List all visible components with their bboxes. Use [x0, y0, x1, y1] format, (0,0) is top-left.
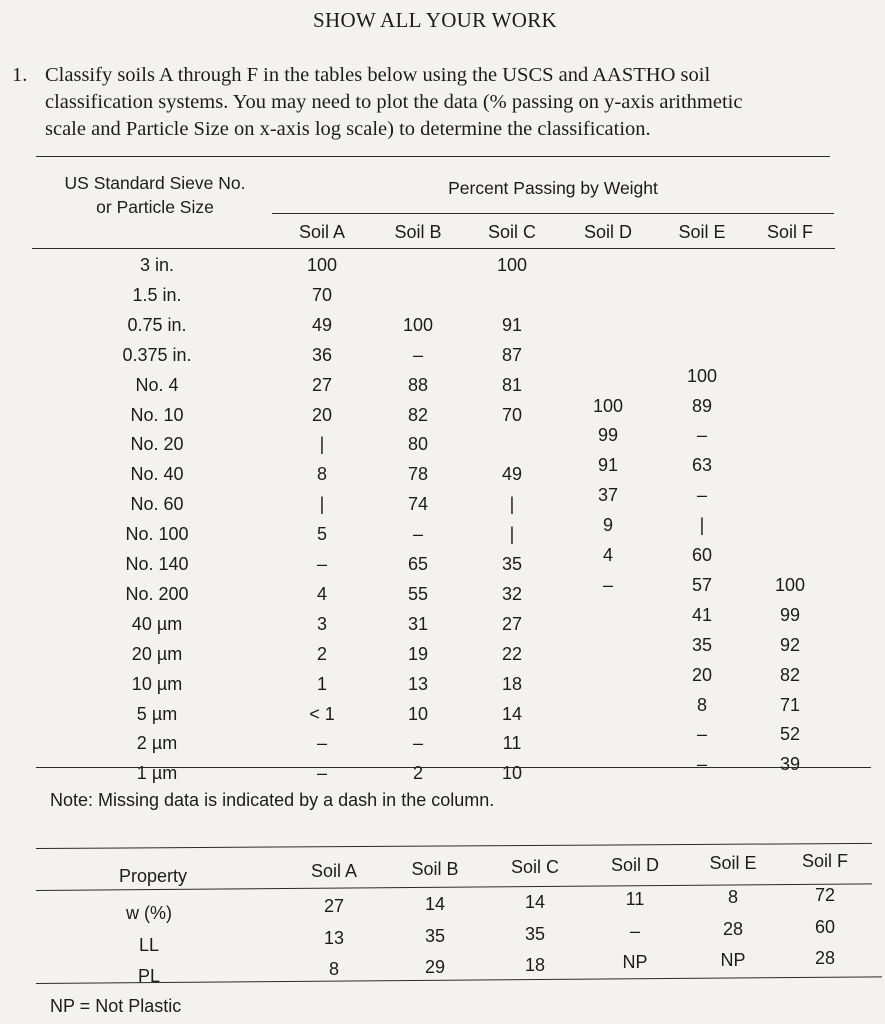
property-label: PL: [137, 966, 161, 986]
property-table-bottom-rule: [36, 976, 882, 984]
table-cell: –: [412, 733, 424, 754]
table-cell: 91: [501, 314, 523, 335]
property-cell: 8: [328, 959, 340, 979]
property-cell: 60: [814, 917, 836, 937]
sieve-label: 3 in.: [139, 255, 175, 275]
sieve-label: 1 µm: [136, 763, 178, 784]
sieve-label: 0.75 in.: [127, 314, 187, 335]
table-cell: 8: [696, 694, 708, 715]
sieve-label: No. 10: [130, 404, 184, 425]
table-cell: |: [699, 515, 705, 536]
table-cell: 60: [691, 545, 713, 565]
table-cell: 100: [774, 574, 806, 595]
property-soil-header: Soil D: [610, 855, 660, 875]
property-label: w (%): [126, 903, 172, 923]
sieve-label: No. 200: [125, 583, 189, 604]
table-cell: 89: [691, 395, 713, 416]
table-cell: 4: [602, 545, 614, 565]
property-cell: 14: [424, 893, 446, 914]
table-cell: |: [509, 494, 515, 515]
table-cell: 92: [779, 634, 801, 655]
table-cell: 71: [779, 694, 801, 715]
soil-header: Soil E: [678, 222, 726, 242]
table-cell: 31: [407, 613, 429, 634]
table-cell: 78: [407, 464, 429, 485]
soil-header: Soil D: [583, 222, 633, 242]
property-cell: 27: [323, 896, 345, 916]
table-cell: 65: [407, 554, 429, 574]
table-cell: –: [316, 763, 328, 784]
group-header-rule: [272, 213, 834, 214]
table-cell: 57: [691, 574, 713, 595]
np-footnote: NP = Not Plastic: [50, 996, 182, 1016]
table-cell: 18: [501, 673, 523, 694]
property-label: LL: [138, 935, 160, 955]
sieve-header-line2: or Particle Size: [96, 197, 214, 217]
sieve-label: 40 µm: [131, 613, 183, 634]
property-cell: 29: [424, 956, 446, 977]
property-soil-header: Soil B: [411, 859, 459, 879]
property-soil-header: Soil A: [310, 861, 358, 881]
property-cell: 8: [727, 887, 739, 908]
question-1: [12, 62, 862, 143]
table-cell: 100: [592, 395, 624, 416]
table-cell: 82: [407, 404, 429, 425]
property-cell: 28: [722, 919, 744, 940]
property-cell: 35: [424, 925, 446, 946]
table-cell: 4: [316, 583, 328, 604]
table-cell: 70: [311, 284, 333, 305]
sieve-table-bottom-rule: [36, 767, 871, 768]
table-cell: 20: [311, 404, 333, 425]
page-header: SHOW ALL YOUR WORK: [313, 8, 557, 32]
table-cell: 80: [407, 434, 429, 455]
table-cell: 100: [496, 255, 528, 275]
table-cell: –: [696, 724, 708, 745]
property-table-top-rule: [36, 843, 872, 849]
table-cell: 49: [501, 464, 523, 485]
table-cell: 1: [316, 673, 328, 694]
table-cell: 20: [691, 664, 713, 685]
table-cell: 81: [501, 374, 523, 395]
table-cell: 27: [311, 374, 333, 395]
table-cell: 35: [501, 554, 523, 574]
column-header-rule: [32, 248, 835, 249]
table-cell: 3: [316, 613, 328, 634]
sieve-label: 2 µm: [136, 733, 178, 754]
sieve-label: No. 4: [135, 374, 179, 395]
table-cell: 52: [779, 724, 801, 745]
soil-header: Soil C: [487, 222, 537, 242]
soil-header: Soil B: [394, 222, 442, 242]
table-cell: 19: [407, 643, 429, 664]
table-cell: < 1: [309, 703, 335, 724]
table-cell: 88: [407, 374, 429, 395]
table-cell: |: [509, 524, 515, 545]
table-cell: 11: [502, 733, 522, 754]
sieve-label: No. 60: [130, 494, 184, 515]
table-cell: –: [316, 733, 328, 754]
property-cell: 18: [524, 954, 546, 975]
table-cell: 87: [501, 344, 523, 365]
sieve-label: 5 µm: [136, 703, 178, 724]
sieve-label: No. 100: [125, 524, 189, 545]
property-soil-header: Soil F: [801, 851, 849, 871]
table-cell: 27: [501, 613, 523, 634]
question-text: [45, 62, 862, 143]
property-cell: 72: [814, 885, 836, 905]
missing-data-note: Note: Missing data is indicated by a dash in the column.: [50, 790, 495, 810]
table-cell: 100: [402, 314, 434, 335]
table-cell: 49: [311, 314, 333, 335]
divider-top: [36, 156, 830, 157]
table-cell: 63: [691, 455, 713, 476]
table-cell: –: [412, 344, 424, 365]
property-cell: NP: [720, 950, 746, 971]
property-header: Property: [119, 866, 188, 886]
question-line: scale and Particle Size on x-axis log scale) to determine the classification.: [45, 118, 651, 140]
soil-header: Soil F: [766, 222, 814, 242]
sieve-label: 0.375 in.: [122, 344, 192, 365]
table-cell: 70: [501, 404, 523, 425]
question-number: 1.: [12, 64, 28, 86]
table-cell: 10: [501, 763, 523, 784]
table-cell: 82: [779, 664, 801, 685]
question-line: classification systems. You may need to plot the data (% passing on y-axis arithmetic: [45, 91, 743, 113]
table-cell: 2: [412, 763, 424, 784]
table-cell: 100: [306, 255, 338, 275]
table-cell: –: [696, 485, 708, 506]
property-cell: 35: [524, 923, 546, 944]
table-cell: 10: [407, 703, 429, 724]
question-line: Classify soils A through F in the tables below using the USCS and AASTHO soil: [45, 64, 711, 86]
percent-passing-header: Percent Passing by Weight: [448, 178, 658, 198]
table-cell: 9: [602, 515, 614, 536]
table-cell: 91: [597, 455, 619, 476]
sieve-label: 20 µm: [131, 643, 183, 664]
table-cell: 22: [501, 643, 523, 664]
table-cell: –: [316, 554, 328, 574]
table-cell: 100: [686, 365, 718, 386]
sieve-label: 1.5 in.: [132, 284, 182, 305]
property-cell: 14: [524, 891, 546, 912]
property-cell: 28: [814, 948, 836, 968]
table-cell: 99: [779, 604, 801, 625]
table-cell: |: [319, 494, 325, 515]
sieve-label: No. 40: [130, 464, 184, 485]
table-cell: –: [412, 524, 424, 545]
property-cell: NP: [622, 952, 648, 973]
table-cell: 13: [407, 673, 429, 694]
table-cell: |: [319, 434, 325, 455]
table-cell: 5: [316, 524, 328, 545]
sieve-header-line1: US Standard Sieve No.: [64, 173, 246, 193]
table-cell: 2: [316, 643, 328, 664]
table-cell: 99: [597, 425, 619, 446]
property-soil-header: Soil C: [510, 857, 560, 877]
sieve-label: No. 20: [130, 434, 184, 455]
table-cell: 55: [407, 583, 429, 604]
property-cell: –: [629, 921, 641, 942]
table-cell: 39: [779, 754, 801, 775]
property-soil-header: Soil E: [709, 853, 757, 873]
table-cell: 32: [501, 583, 523, 604]
sieve-label: No. 140: [125, 554, 189, 574]
table-cell: 41: [691, 604, 713, 625]
table-cell: 8: [316, 464, 328, 485]
property-cell: 11: [625, 889, 645, 910]
table-cell: 37: [597, 485, 619, 506]
table-cell: 35: [691, 634, 713, 655]
table-cell: –: [696, 425, 708, 446]
property-cell: 13: [323, 928, 345, 948]
sieve-label: 10 µm: [131, 673, 183, 694]
table-cell: –: [696, 754, 708, 775]
table-cell: 14: [501, 703, 523, 724]
table-cell: 36: [311, 344, 333, 365]
soil-header: Soil A: [298, 222, 346, 242]
table-cell: 74: [407, 494, 429, 515]
table-cell: –: [602, 574, 614, 595]
